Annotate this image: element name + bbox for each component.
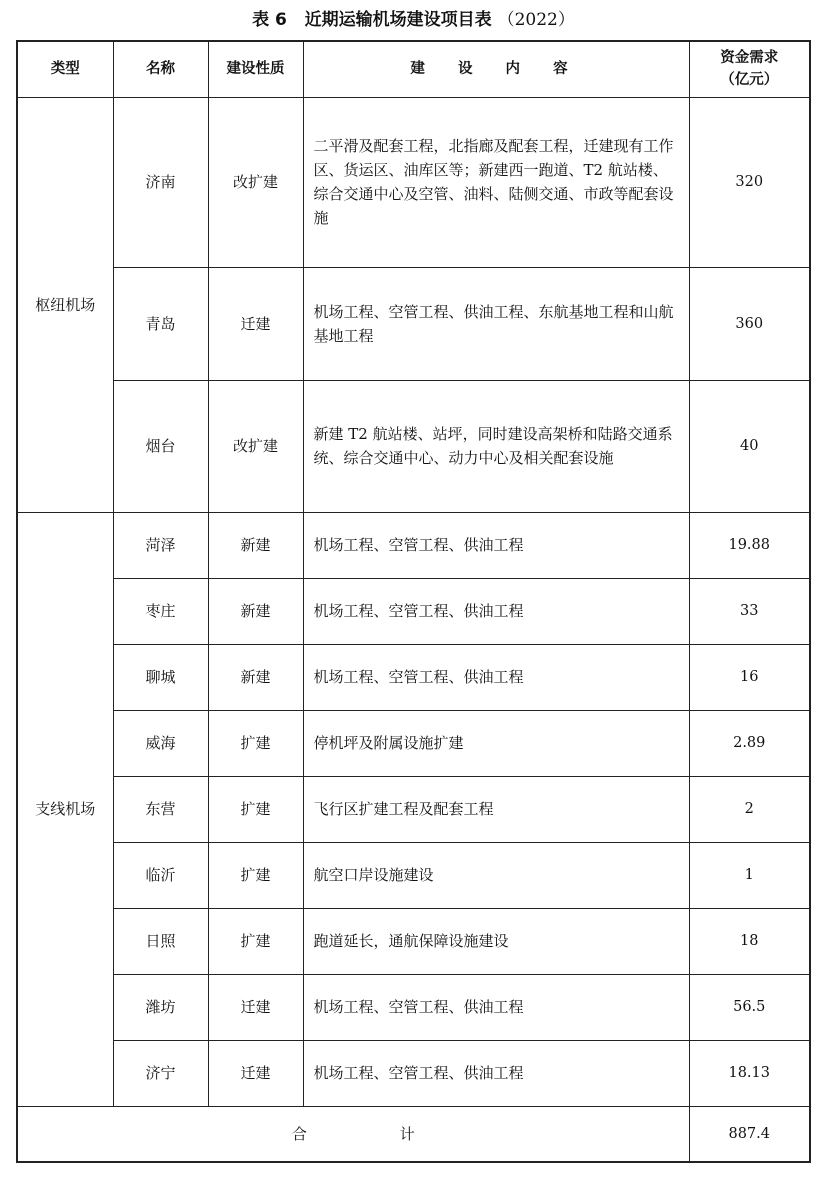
row-nature: 迁建: [208, 1040, 303, 1106]
table-title: [0, 6, 827, 34]
row-funding: 56.5: [689, 974, 810, 1040]
row-name: 济宁: [113, 1040, 208, 1106]
header-content: 建 设 内 容: [303, 41, 689, 97]
row-content: 二平滑及配套工程，北指廊及配套工程，迁建现有工作区、货运区、油库区等；新建西一跑道、T2 航站楼、综合交通中心及空管、油料、陆侧交通、市政等配套设施: [303, 97, 689, 267]
table-row: [17, 908, 810, 974]
row-content: 机场工程、空管工程、供油工程: [303, 644, 689, 710]
total-value: 887.4: [689, 1106, 810, 1162]
row-name: 临沂: [113, 842, 208, 908]
row-funding: 2: [689, 776, 810, 842]
row-name: 聊城: [113, 644, 208, 710]
row-content: 机场工程、空管工程、供油工程、东航基地工程和山航基地工程: [303, 267, 689, 380]
row-funding: 19.88: [689, 512, 810, 578]
table-row: [17, 842, 810, 908]
row-funding: 320: [689, 97, 810, 267]
table-row: [17, 974, 810, 1040]
row-funding: 360: [689, 267, 810, 380]
row-name: 东营: [113, 776, 208, 842]
table-row: [17, 380, 810, 512]
group-branch: 支线机场: [17, 512, 113, 1106]
header-name: 名称: [113, 41, 208, 97]
row-funding: 1: [689, 842, 810, 908]
row-content: 停机坪及附属设施扩建: [303, 710, 689, 776]
row-funding: 40: [689, 380, 810, 512]
group-hub: 枢纽机场: [17, 97, 113, 512]
row-name: 威海: [113, 710, 208, 776]
header-nature: 建设性质: [208, 41, 303, 97]
table-number: 表 6: [252, 10, 287, 30]
row-nature: 改扩建: [208, 97, 303, 267]
table-row: [17, 710, 810, 776]
row-content: 机场工程、空管工程、供油工程: [303, 974, 689, 1040]
row-name: 济南: [113, 97, 208, 267]
row-content: 飞行区扩建工程及配套工程: [303, 776, 689, 842]
row-nature: 扩建: [208, 710, 303, 776]
airport-projects-table: [16, 40, 811, 1163]
row-content: 机场工程、空管工程、供油工程: [303, 578, 689, 644]
row-name: 枣庄: [113, 578, 208, 644]
table-row: [17, 644, 810, 710]
table-row: [17, 267, 810, 380]
row-funding: 16: [689, 644, 810, 710]
table-row: [17, 1040, 810, 1106]
row-nature: 迁建: [208, 974, 303, 1040]
table-row: [17, 512, 810, 578]
row-name: 菏泽: [113, 512, 208, 578]
row-name: 烟台: [113, 380, 208, 512]
row-nature: 迁建: [208, 267, 303, 380]
row-content: 机场工程、空管工程、供油工程: [303, 512, 689, 578]
header-row: [17, 41, 810, 97]
row-nature: 新建: [208, 578, 303, 644]
row-nature: 扩建: [208, 908, 303, 974]
table-row: [17, 97, 810, 267]
row-funding: 33: [689, 578, 810, 644]
row-content: 机场工程、空管工程、供油工程: [303, 1040, 689, 1106]
row-name: 青岛: [113, 267, 208, 380]
header-type: 类型: [17, 41, 113, 97]
row-content: 新建 T2 航站楼、站坪，同时建设高架桥和陆路交通系统、综合交通中心、动力中心及相关配套设施: [303, 380, 689, 512]
header-funding: [689, 41, 810, 97]
table-title-text: 近期运输机场建设项目表: [304, 10, 492, 30]
row-content: 跑道延长，通航保障设施建设: [303, 908, 689, 974]
row-nature: 新建: [208, 644, 303, 710]
row-funding: 2.89: [689, 710, 810, 776]
row-nature: 扩建: [208, 842, 303, 908]
row-nature: 改扩建: [208, 380, 303, 512]
table-row: [17, 776, 810, 842]
total-row: [17, 1106, 810, 1162]
table-row: [17, 578, 810, 644]
row-nature: 扩建: [208, 776, 303, 842]
header-funding-line2: （亿元）: [720, 72, 779, 89]
row-name: 潍坊: [113, 974, 208, 1040]
row-nature: 新建: [208, 512, 303, 578]
row-content: 航空口岸设施建设: [303, 842, 689, 908]
total-label: 合 计: [17, 1106, 689, 1162]
row-funding: 18: [689, 908, 810, 974]
row-funding: 18.13: [689, 1040, 810, 1106]
header-funding-line1: 资金需求: [720, 50, 779, 67]
table-title-year: （2022）: [497, 10, 575, 30]
row-name: 日照: [113, 908, 208, 974]
